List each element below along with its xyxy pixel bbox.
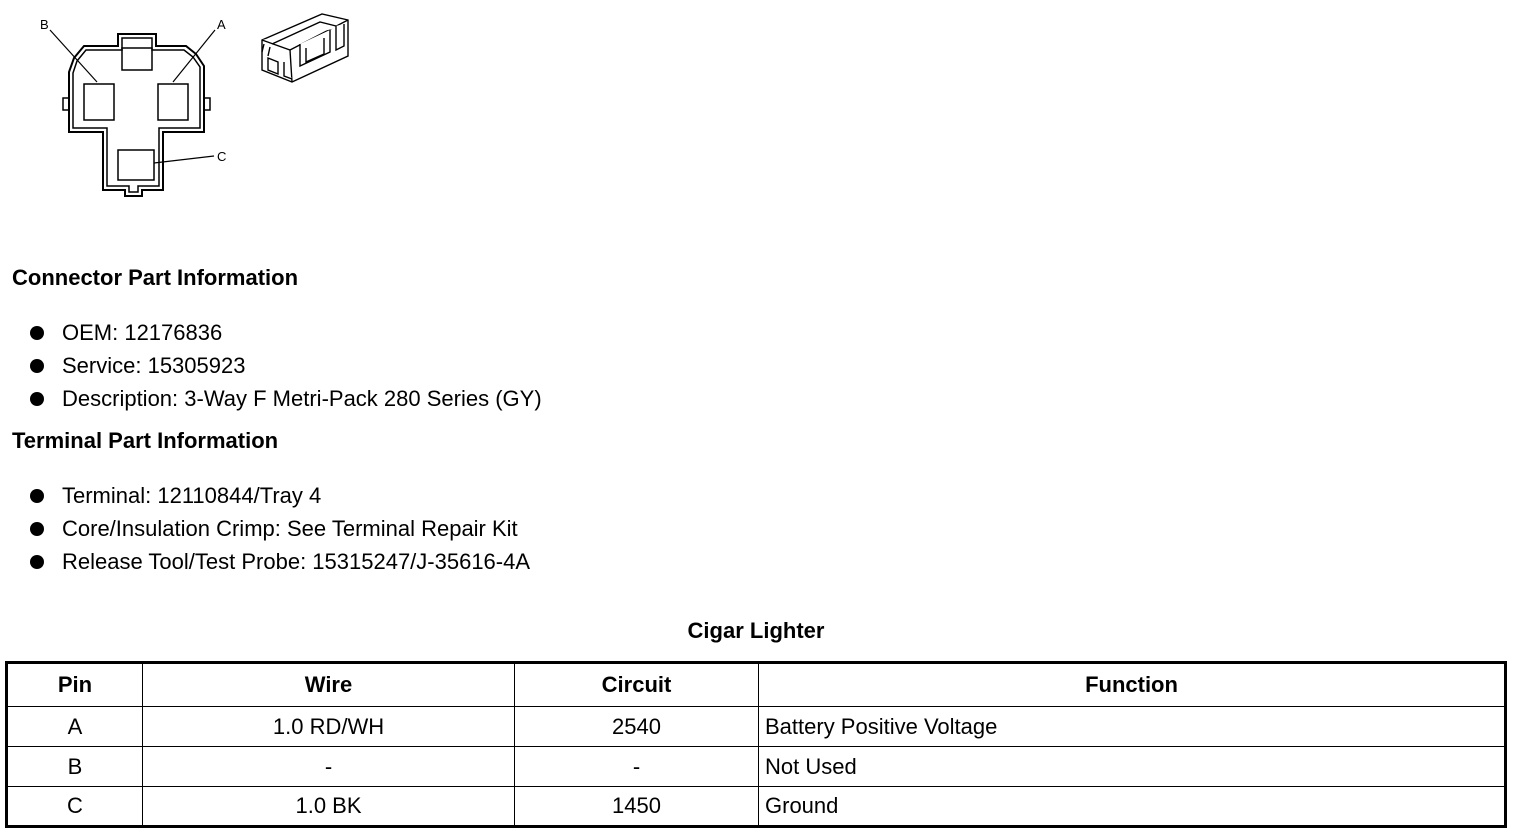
table-header-row <box>7 663 1506 707</box>
terminal-part-info-list <box>28 483 530 582</box>
bullet-icon <box>30 326 44 340</box>
leader-line-a <box>173 30 215 82</box>
connector-isometric-image <box>262 14 348 82</box>
column-header-circuit: Circuit <box>515 663 759 707</box>
cavity-a <box>158 84 188 120</box>
function-cell: Ground <box>759 787 1506 827</box>
table-row <box>7 707 1506 747</box>
column-header-function: Function <box>759 663 1506 707</box>
bullet-icon <box>30 555 44 569</box>
connector-part-info-list <box>28 320 542 419</box>
column-header-wire: Wire <box>143 663 515 707</box>
table-title: Cigar Lighter <box>687 618 825 643</box>
oem-text: OEM: 12176836 <box>62 320 223 345</box>
release-tool-text: Release Tool/Test Probe: 15315247/J-35616-4A <box>62 549 531 574</box>
crimp-text: Core/Insulation Crimp: See Terminal Repair Kit <box>62 516 518 541</box>
pin-cell: A <box>7 707 143 747</box>
connector-housing-outline <box>69 34 204 196</box>
list-item <box>28 386 542 419</box>
list-item <box>28 549 530 582</box>
cavity-b <box>84 84 114 120</box>
wire-cell: - <box>143 747 515 787</box>
table-row <box>7 787 1506 827</box>
list-item <box>28 320 542 353</box>
bullet-icon <box>30 489 44 503</box>
function-cell: Battery Positive Voltage <box>759 707 1506 747</box>
list-item <box>28 516 530 549</box>
circuit-cell: 2540 <box>515 707 759 747</box>
bullet-icon <box>30 359 44 373</box>
service-text: Service: 15305923 <box>62 353 246 378</box>
connector-face-diagram <box>0 0 380 210</box>
circuit-cell: 1450 <box>515 787 759 827</box>
pin-label-c: C <box>217 149 227 164</box>
pin-cell: C <box>7 787 143 827</box>
bullet-icon <box>30 522 44 536</box>
terminal-part-info-heading: Terminal Part Information <box>12 428 279 453</box>
description-text: Description: 3-Way F Metri-Pack 280 Series (GY) <box>62 386 542 411</box>
wire-cell: 1.0 RD/WH <box>143 707 515 747</box>
list-item <box>28 353 542 386</box>
connector-part-info-heading: Connector Part Information <box>12 265 299 290</box>
bullet-icon <box>30 392 44 406</box>
connector-housing-inner <box>73 38 200 192</box>
terminal-text: Terminal: 12110844/Tray 4 <box>62 483 322 508</box>
pin-label-b: B <box>40 17 49 32</box>
function-cell: Not Used <box>759 747 1506 787</box>
column-header-pin: Pin <box>7 663 143 707</box>
circuit-cell: - <box>515 747 759 787</box>
pinout-table <box>5 661 1507 828</box>
top-key <box>122 48 152 70</box>
wire-cell: 1.0 BK <box>143 787 515 827</box>
list-item <box>28 483 530 516</box>
pin-label-a: A <box>217 17 226 32</box>
table-row <box>7 747 1506 787</box>
pin-cell: B <box>7 747 143 787</box>
cavity-c <box>118 150 154 180</box>
